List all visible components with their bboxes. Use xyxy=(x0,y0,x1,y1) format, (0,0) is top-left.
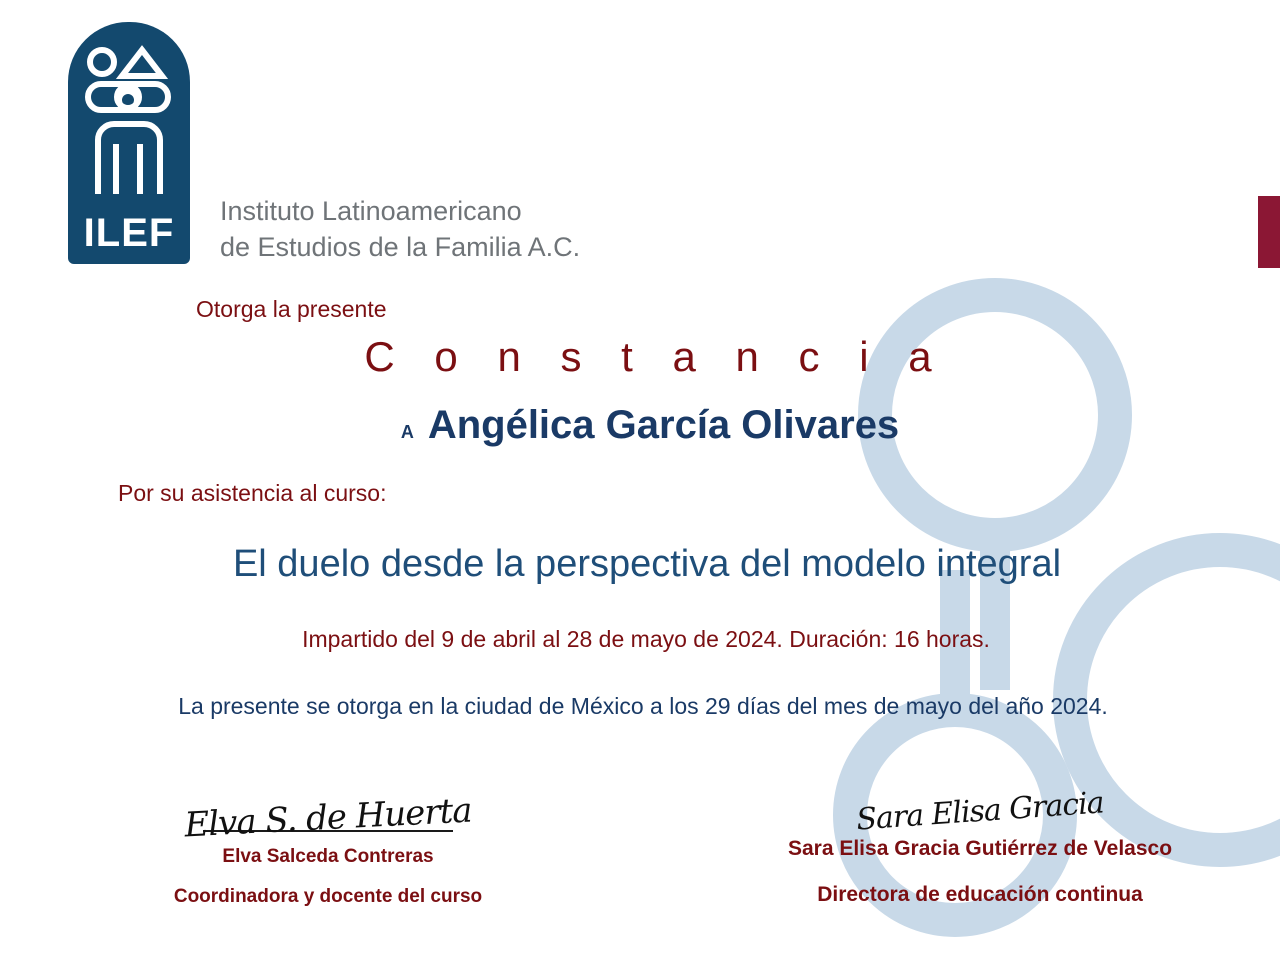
corner-tab-decoration xyxy=(1258,196,1280,268)
signature-block-left xyxy=(118,790,538,908)
logo-wordmark xyxy=(220,194,580,266)
recipient-row xyxy=(20,403,1280,448)
logo-wordmark-line2: de Estudios de la Familia A.C. xyxy=(220,231,581,262)
recipient-name: Angélica García Olivares xyxy=(427,403,900,447)
recipient-prefix: A xyxy=(400,422,414,442)
otorga-label: Otorga la presente xyxy=(196,296,387,322)
signature-block-right xyxy=(700,785,1260,907)
logo-wordmark-line1: Instituto Latinoamericano xyxy=(220,196,522,226)
logo-mark xyxy=(68,22,190,264)
signature-role-right: Directora de educación continua xyxy=(817,883,1143,906)
attendance-label: Por su asistencia al curso: xyxy=(118,480,387,506)
issue-place-date: La presente se otorga en la ciudad de México a los 29 días del mes de mayo del año 2024. xyxy=(178,693,1108,719)
logo-acronym: ILEF xyxy=(83,211,175,255)
signature-role-left: Coordinadora y docente del curso xyxy=(173,886,483,907)
family-figures-icon xyxy=(82,44,176,196)
institution-logo xyxy=(68,22,580,266)
certificate-body xyxy=(0,296,1280,720)
signature-name-left: Elva Salceda Contreras xyxy=(222,846,434,867)
course-title: El duelo desde la perspectiva del modelo integral xyxy=(232,543,1062,585)
signature-script-right: Sara Elisa Gracia xyxy=(855,785,1105,838)
certificate-title: C o n s t a n c i a xyxy=(364,333,946,380)
signature-name-right: Sara Elisa Gracia Gutiérrez de Velasco xyxy=(787,837,1173,860)
course-dates-duration: Impartido del 9 de abril al 28 de mayo de 2024. Duración: 16 horas. xyxy=(302,626,990,652)
signature-script-left: Elva S. de Huerta xyxy=(183,790,473,846)
